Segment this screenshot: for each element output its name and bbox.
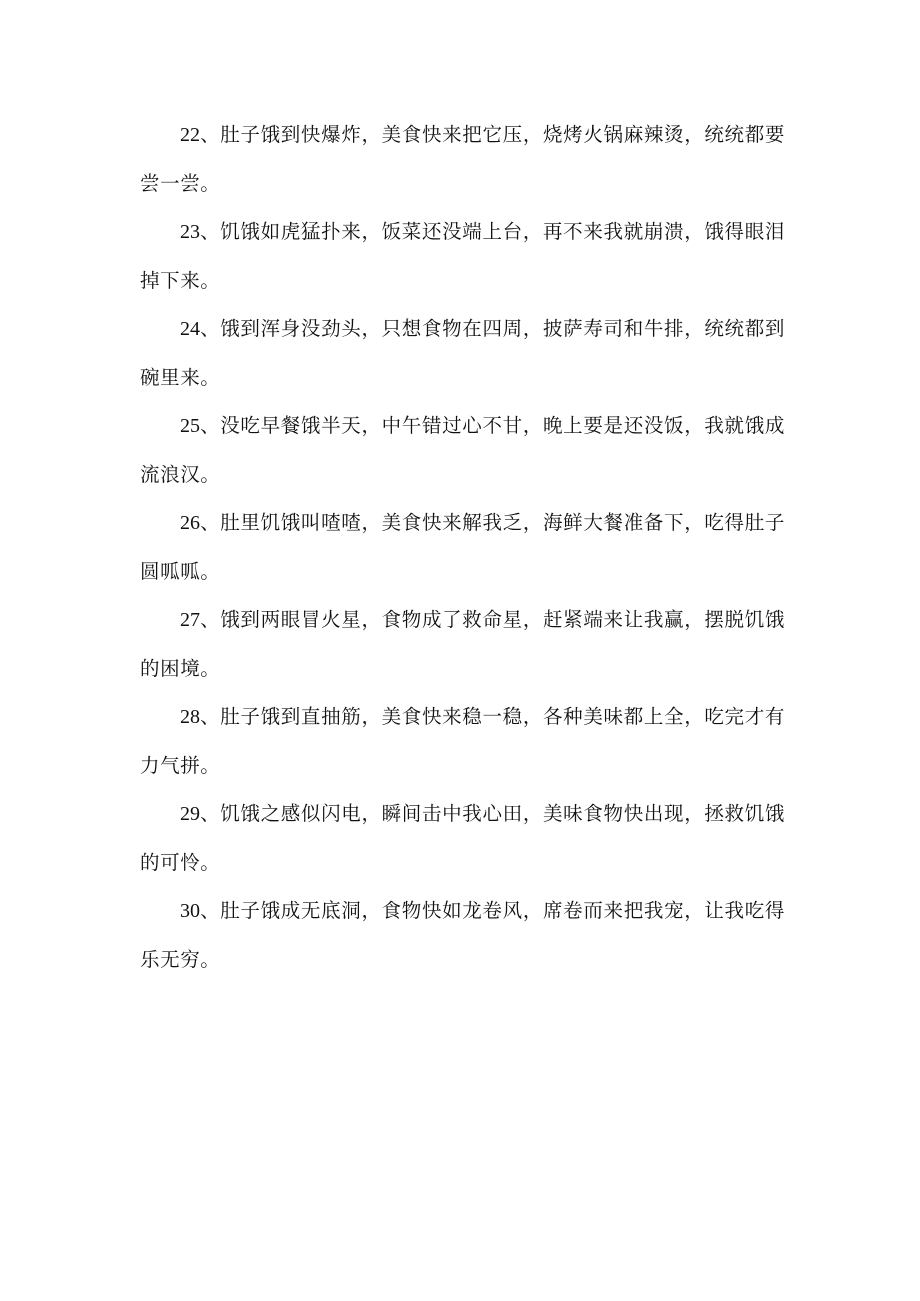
item-text: 、饿到浑身没劲头，只想食物在四周，披萨寿司和牛排，统统都到碗里来。: [140, 317, 785, 389]
item-number: 25: [180, 415, 200, 437]
item-number: 22: [180, 124, 200, 146]
item-text: 、肚子饿到快爆炸，美食快来把它压，烧烤火锅麻辣烫，统统都要尝一尝。: [140, 123, 785, 195]
item-text: 、饥饿之感似闪电，瞬间击中我心田，美味食物快出现，拯救饥饿的可怜。: [140, 802, 785, 874]
item-number: 24: [180, 318, 200, 340]
list-item: [140, 887, 785, 984]
item-number: 27: [180, 609, 200, 631]
item-text: 、没吃早餐饿半天，中午错过心不甘，晚上要是还没饭，我就饿成流浪汉。: [140, 414, 785, 486]
list-item: [140, 596, 785, 693]
item-text: 、饥饿如虎猛扑来，饭菜还没端上台，再不来我就崩溃，饿得眼泪掉下来。: [140, 220, 785, 292]
item-text: 、肚子饿到直抽筋，美食快来稳一稳，各种美味都上全，吃完才有力气拼。: [140, 705, 785, 777]
list-item: [140, 111, 785, 208]
list-item: [140, 305, 785, 402]
list-item: [140, 790, 785, 887]
item-number: 23: [180, 221, 200, 243]
document-body: [140, 111, 785, 984]
item-number: 26: [180, 512, 200, 534]
list-item: [140, 208, 785, 305]
item-number: 29: [180, 803, 200, 825]
item-text: 、肚子饿成无底洞，食物快如龙卷风，席卷而来把我宠，让我吃得乐无穷。: [140, 899, 785, 971]
list-item: [140, 402, 785, 499]
list-item: [140, 693, 785, 790]
item-number: 30: [180, 900, 200, 922]
item-text: 、饿到两眼冒火星，食物成了救命星，赶紧端来让我赢，摆脱饥饿的困境。: [140, 608, 785, 680]
list-item: [140, 499, 785, 596]
item-number: 28: [180, 706, 200, 728]
item-text: 、肚里饥饿叫喳喳，美食快来解我乏，海鲜大餐准备下，吃得肚子圆呱呱。: [140, 511, 785, 583]
